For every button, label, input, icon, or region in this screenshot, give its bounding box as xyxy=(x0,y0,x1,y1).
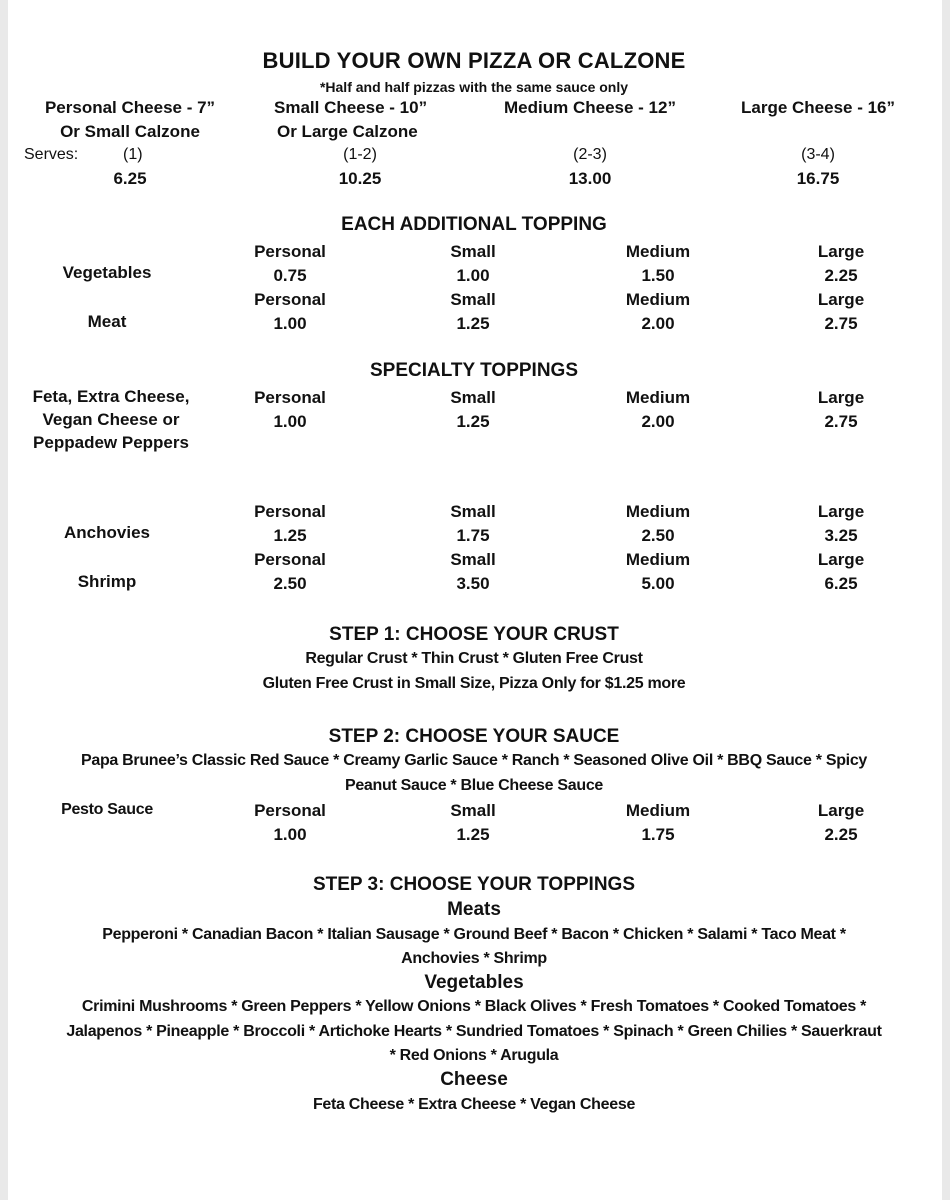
pesto-price-medium: 1.75 xyxy=(641,825,675,844)
size-personal-serves: (1) xyxy=(123,146,143,163)
col-personal-label: Personal xyxy=(254,801,326,820)
meat-price-large: 2.75 xyxy=(824,314,858,333)
meat-price-medium: 2.00 xyxy=(641,314,675,333)
shrimp-price-medium: 5.00 xyxy=(641,574,675,593)
size-small-name: Small Cheese - 10” xyxy=(274,98,428,117)
col-large-label: Large xyxy=(817,502,865,521)
specialty-cheese-price-personal: 1.00 xyxy=(273,412,307,431)
meat-price-personal: 1.00 xyxy=(273,314,307,333)
col-small-label: Small xyxy=(450,550,496,569)
col-small-label: Small xyxy=(450,388,496,407)
col-personal-label: Personal xyxy=(254,242,326,261)
meat-row-label: Meat xyxy=(87,312,127,331)
shrimp-row-label: Shrimp xyxy=(77,572,137,591)
col-personal-label: Personal xyxy=(254,502,326,521)
col-medium-label: Medium xyxy=(625,242,691,261)
meat-price-small: 1.25 xyxy=(456,314,490,333)
col-personal-label: Personal xyxy=(254,290,326,309)
col-medium-label: Medium xyxy=(625,388,691,407)
step1-heading: STEP 1: CHOOSE YOUR CRUST xyxy=(329,624,619,645)
col-large-label: Large xyxy=(817,550,865,569)
size-personal-name: Personal Cheese - 7” xyxy=(44,98,216,117)
col-large-label: Large xyxy=(817,290,865,309)
meat-toppings-line2: Anchovies * Shrimp xyxy=(401,950,547,967)
veg-toppings-line3: * Red Onions * Arugula xyxy=(389,1047,559,1064)
pesto-price-small: 1.25 xyxy=(456,825,490,844)
col-small-label: Small xyxy=(450,801,496,820)
additional-topping-heading: EACH ADDITIONAL TOPPING xyxy=(341,214,607,235)
veg-price-large: 2.25 xyxy=(824,266,858,285)
size-medium-serves: (2-3) xyxy=(573,146,607,163)
veg-price-small: 1.00 xyxy=(456,266,490,285)
veg-toppings-line1: Crimini Mushrooms * Green Peppers * Yellow Onions * Black Olives * Fresh Tomatoes * Cooked Tomatoes * xyxy=(81,998,867,1015)
col-small-label: Small xyxy=(450,242,496,261)
step2-heading: STEP 2: CHOOSE YOUR SAUCE xyxy=(328,726,620,747)
col-small-label: Small xyxy=(450,290,496,309)
page-title: BUILD YOUR OWN PIZZA OR CALZONE xyxy=(262,48,686,73)
shrimp-price-large: 6.25 xyxy=(824,574,858,593)
step3-heading: STEP 3: CHOOSE YOUR TOPPINGS xyxy=(312,874,636,895)
col-small-label: Small xyxy=(450,502,496,521)
sauce-options-line2: Peanut Sauce * Blue Cheese Sauce xyxy=(344,777,604,794)
size-small-serves: (1-2) xyxy=(343,146,377,163)
specialty-cheese-price-medium: 2.00 xyxy=(641,412,675,431)
anchovies-price-medium: 2.50 xyxy=(641,526,675,545)
anchovies-price-personal: 1.25 xyxy=(273,526,307,545)
col-large-label: Large xyxy=(817,801,865,820)
veg-price-personal: 0.75 xyxy=(273,266,307,285)
veg-toppings-line2: Jalapenos * Pineapple * Broccoli * Artichoke Hearts * Sundried Tomatoes * Spinach * Green Chilies * Sauerkraut xyxy=(66,1023,882,1040)
cheese-toppings: Feta Cheese * Extra Cheese * Vegan Cheese xyxy=(312,1096,636,1113)
col-medium-label: Medium xyxy=(625,502,691,521)
menu-page xyxy=(8,0,942,1200)
size-large-name: Large Cheese - 16” xyxy=(740,98,896,117)
shrimp-price-small: 3.50 xyxy=(456,574,490,593)
crust-options: Regular Crust * Thin Crust * Gluten Free Crust xyxy=(305,650,643,667)
gluten-free-note: Gluten Free Crust in Small Size, Pizza Only for $1.25 more xyxy=(262,675,686,692)
col-medium-label: Medium xyxy=(625,550,691,569)
vegetables-heading: Vegetables xyxy=(424,972,524,993)
meats-heading: Meats xyxy=(447,899,501,920)
sauce-options-line1: Papa Brunee’s Classic Red Sauce * Creamy Garlic Sauce * Ranch * Seasoned Olive Oil * BBQ Sauce * Spicy xyxy=(80,752,868,769)
anchovies-price-large: 3.25 xyxy=(824,526,858,545)
col-large-label: Large xyxy=(817,242,865,261)
serves-label: Serves: xyxy=(24,146,79,163)
col-personal-label: Personal xyxy=(254,550,326,569)
size-medium-price: 13.00 xyxy=(568,169,612,188)
size-personal-price: 6.25 xyxy=(113,169,147,188)
size-large-serves: (3-4) xyxy=(801,146,835,163)
size-large-price: 16.75 xyxy=(796,169,840,188)
col-medium-label: Medium xyxy=(625,290,691,309)
shrimp-price-personal: 2.50 xyxy=(273,574,307,593)
half-half-note: *Half and half pizzas with the same sauce only xyxy=(319,79,629,95)
cheese-heading: Cheese xyxy=(440,1069,508,1090)
size-small-price: 10.25 xyxy=(338,169,382,188)
size-personal-calzone: Or Small Calzone xyxy=(60,122,200,141)
specialty-cheese-price-large: 2.75 xyxy=(824,412,858,431)
pesto-row-label: Pesto Sauce xyxy=(61,801,153,818)
pesto-price-large: 2.25 xyxy=(824,825,858,844)
col-large-label: Large xyxy=(817,388,865,407)
meat-toppings-line1: Pepperoni * Canadian Bacon * Italian Sausage * Ground Beef * Bacon * Chicken * Salami * Taco Meat * xyxy=(102,926,846,943)
veg-price-medium: 1.50 xyxy=(641,266,675,285)
col-personal-label: Personal xyxy=(254,388,326,407)
col-medium-label: Medium xyxy=(625,801,691,820)
pesto-price-personal: 1.00 xyxy=(273,825,307,844)
specialty-cheese-price-small: 1.25 xyxy=(456,412,490,431)
vegetables-row-label: Vegetables xyxy=(62,263,152,282)
size-small-calzone: Or Large Calzone xyxy=(277,122,418,141)
anchovies-price-small: 1.75 xyxy=(456,526,490,545)
anchovies-row-label: Anchovies xyxy=(64,523,150,542)
specialty-cheese-row-label: Feta, Extra Cheese, Vegan Cheese or Peppadew Peppers xyxy=(32,387,190,452)
size-medium-name: Medium Cheese - 12” xyxy=(504,98,676,117)
specialty-toppings-heading: SPECIALTY TOPPINGS xyxy=(370,360,578,381)
